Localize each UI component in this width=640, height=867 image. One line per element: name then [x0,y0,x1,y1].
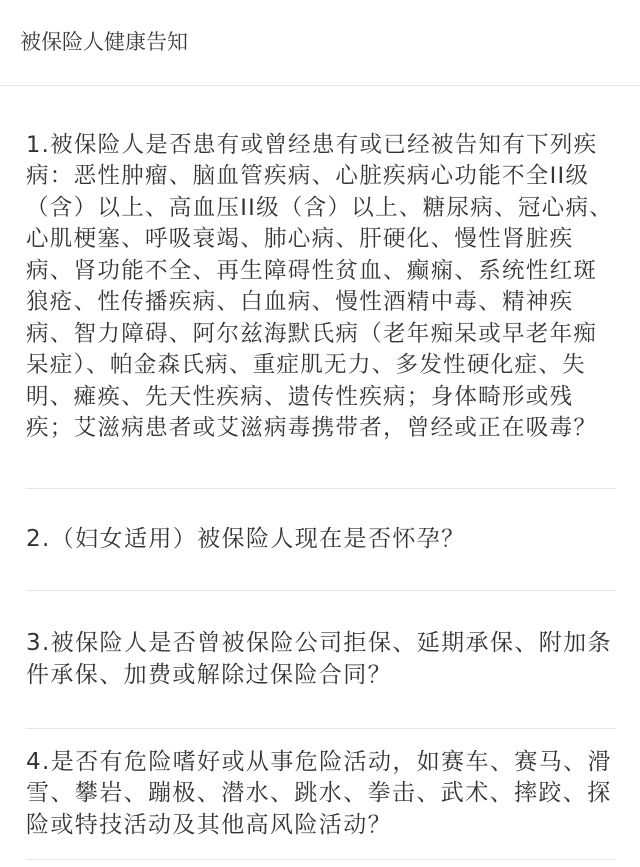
header [0,0,640,86]
question-text: 2.（妇女适用）被保险人现在是否怀孕？ [26,525,466,552]
question-item-3[interactable] [26,591,616,729]
page-title: 被保险人健康告知 [20,30,188,54]
question-item-4[interactable] [26,729,616,860]
question-list [0,86,640,860]
question-item-2[interactable] [26,489,616,591]
question-text: 4.是否有危险嗜好或从事危险活动，如赛车、赛马、滑雪、攀岩、蹦极、潜水、跳水、拳击、武术、摔跤、探险或特技活动及其他高风险活动？ [26,748,612,838]
question-item-1[interactable] [26,86,616,489]
question-text: 1.被保险人是否患有或曾经患有或已经被告知有下列疾病：恶性肿瘤、脑血管疾病、心脏疾病心功能不全II级（含）以上、高血压II级（含）以上、糖尿病、冠心病、心肌梗塞、呼吸衰竭、肺心病、肝硬化、慢性肾脏疾病、肾功能不全、再生障碍性贫血、癫痫、系统性红斑狼疮、性传播疾病、白血病、慢性酒精中毒、精神疾病、智力障碍、阿尔兹海默氏病（老年痴呆或早老年痴呆症）、帕金森氏病、重症肌无力、多发性硬化症、失明、瘫痪、先天性疾病、遗传性疾病；身体畸形或残疾；艾滋病患者或艾滋病毒携带者，曾经或正在吸毒？ [26,131,614,441]
question-text: 3.被保险人是否曾被保险公司拒保、延期承保、附加条件承保、加费或解除过保险合同？ [26,630,612,688]
